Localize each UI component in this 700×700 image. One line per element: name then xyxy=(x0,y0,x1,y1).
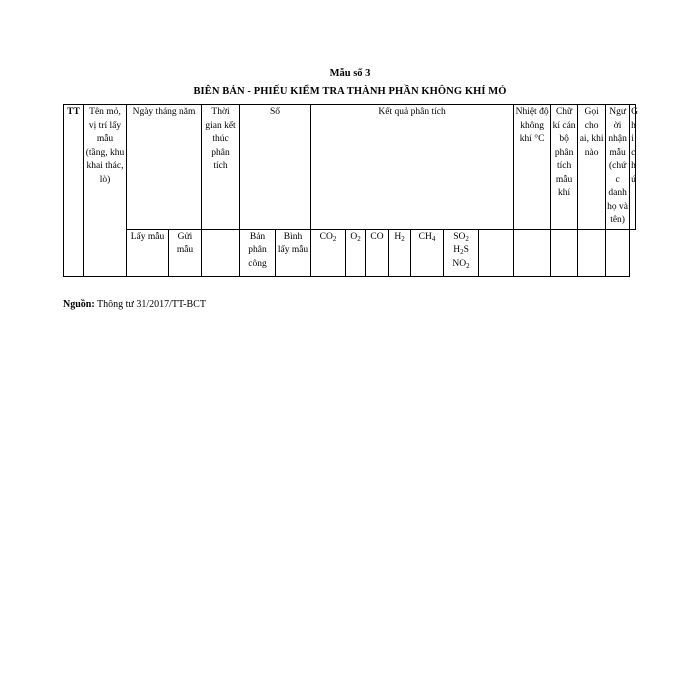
o2-subscript: 2 xyxy=(357,234,361,243)
no2-subscript: 2 xyxy=(466,261,470,270)
end-time-cell xyxy=(202,229,240,276)
gas-no2 xyxy=(445,258,477,272)
gas-h2s xyxy=(445,244,477,258)
subheader-sampling: Lấy mẫu xyxy=(127,229,169,276)
gas-so2-h2s-no2 xyxy=(444,229,479,276)
source-label: Nguồn: xyxy=(63,299,95,310)
gas-o2 xyxy=(346,229,366,276)
form-title: BIÊN BẢN - PHIẾU KIỂM TRA THÀNH PHẦN KHÔNG KHÍ MỎ xyxy=(193,86,507,97)
form-number: Mẫu số 3 xyxy=(329,68,371,79)
so2-subscript: 2 xyxy=(465,234,469,243)
header-tt: TT xyxy=(64,105,84,277)
gas-ch4 xyxy=(411,229,444,276)
receiver-cell xyxy=(578,229,606,276)
h2-subscript: 2 xyxy=(401,234,405,243)
header-results: Kết quả phân tích xyxy=(311,105,514,230)
co2-base: CO xyxy=(319,231,333,242)
header-date: Ngày tháng năm xyxy=(127,105,202,230)
gas-so2 xyxy=(445,231,477,245)
header-sent-to: Gọi cho ai, khi nào xyxy=(578,105,606,230)
header-temperature: Nhiệt độ không khí °C xyxy=(514,105,551,230)
h2s-s: S xyxy=(463,245,469,255)
note-cell xyxy=(606,229,630,276)
h2-base: H xyxy=(394,231,402,242)
co2-subscript: 2 xyxy=(332,234,337,243)
gas-co: CO xyxy=(366,229,389,276)
subheader-sending: Gửi mẫu xyxy=(169,229,202,276)
header-location: Tên mỏ, vị trí lấy mẫu (tầng, khu khai thác, lò) xyxy=(84,105,127,277)
header-signature: Chữ kí cán bộ phân tích mẫu khí xyxy=(551,105,578,230)
ch4-subscript: 4 xyxy=(431,234,436,243)
header-note: Ghi chú xyxy=(630,105,636,230)
h2s-subscript: 2 xyxy=(460,248,464,256)
subheader-assignment: Bản phân công xyxy=(240,229,276,276)
header-end-time: Thời gian kết thúc phân tích xyxy=(202,105,240,230)
header-receiver: Người nhận mẫu (chức danh họ và tên) xyxy=(606,105,630,230)
no2-base: NO xyxy=(452,258,467,269)
so2-base: SO xyxy=(453,231,466,242)
temperature-cell xyxy=(479,229,514,276)
o2-base: O xyxy=(350,231,358,242)
subheader-bottle: Bình lấy mẫu xyxy=(276,229,311,276)
source-line xyxy=(63,299,206,310)
signature-cell xyxy=(514,229,551,276)
gas-h2 xyxy=(389,229,411,276)
h2s-h: H xyxy=(453,245,461,255)
gas-co2 xyxy=(311,229,346,276)
source-text: Thông tư 31/2017/TT-BCT xyxy=(97,299,206,310)
header-number: Số xyxy=(240,105,311,230)
sent-to-cell xyxy=(551,229,578,276)
ch4-base: CH xyxy=(418,231,432,242)
inspection-form-table xyxy=(63,104,636,277)
